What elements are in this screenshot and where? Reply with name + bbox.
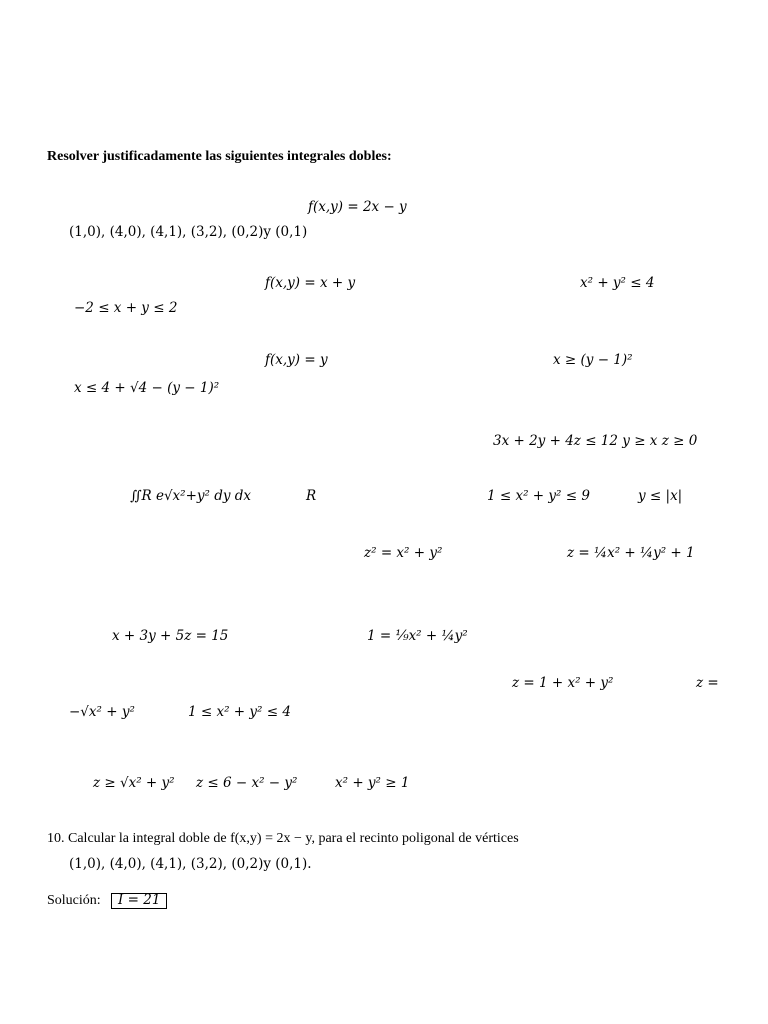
solution-label: Solución: xyxy=(47,893,101,908)
region-label: R xyxy=(306,488,317,504)
abs-condition: y ≤ |x| xyxy=(638,488,683,504)
cone-lower: −√x² + y² xyxy=(69,704,135,720)
plane-equation: x + 3y + 5z = 15 xyxy=(112,628,229,644)
z-equals-trailing: z = xyxy=(696,675,719,691)
heading: Resolver justificadamente las siguientes integrales dobles: xyxy=(47,149,392,164)
paraboloid-upper: z = 1 + x² + y² xyxy=(512,675,614,691)
problem-10-statement: 10. Calcular la integral doble de f(x,y) = 2x − y, para el recinto poligonal de vértices xyxy=(47,831,519,846)
function-x-plus-y: f(x,y) = x + y xyxy=(265,275,356,291)
circle-condition: x ≤ 4 + √4 − (y − 1)² xyxy=(74,380,220,396)
disk-condition: x² + y² ≤ 4 xyxy=(580,275,655,291)
outside-unit-circle: x² + y² ≥ 1 xyxy=(335,775,410,791)
cone-equation: z² = x² + y² xyxy=(364,545,443,561)
ellipse-equation: 1 = ⅑x² + ¼y² xyxy=(367,628,468,644)
cone-lower-bound: z ≥ √x² + y² xyxy=(93,775,175,791)
paraboloid-equation: z = ¼x² + ¼y² + 1 xyxy=(567,545,695,561)
paraboloid-upper-bound: z ≤ 6 − x² − y² xyxy=(196,775,298,791)
annulus-1-4: 1 ≤ x² + y² ≤ 4 xyxy=(188,704,291,720)
parabola-condition: x ≥ (y − 1)² xyxy=(553,352,633,368)
function-2x-minus-y: f(x,y) = 2x − y xyxy=(308,199,407,215)
strip-condition: −2 ≤ x + y ≤ 2 xyxy=(74,300,178,316)
vertices-list: (1,0), (4,0), (4,1), (3,2), (0,2)y (0,1) xyxy=(69,224,308,240)
problem-10-vertices: (1,0), (4,0), (4,1), (3,2), (0,2)y (0,1). xyxy=(69,856,312,872)
double-integral-expression: ∬R e√x²+y² dy dx xyxy=(130,488,252,504)
tetrahedron-conditions: 3x + 2y + 4z ≤ 12 y ≥ x z ≥ 0 xyxy=(493,433,698,449)
function-y: f(x,y) = y xyxy=(265,352,328,368)
solution-value: I = 21 xyxy=(111,893,167,909)
annulus-condition: 1 ≤ x² + y² ≤ 9 xyxy=(487,488,590,504)
